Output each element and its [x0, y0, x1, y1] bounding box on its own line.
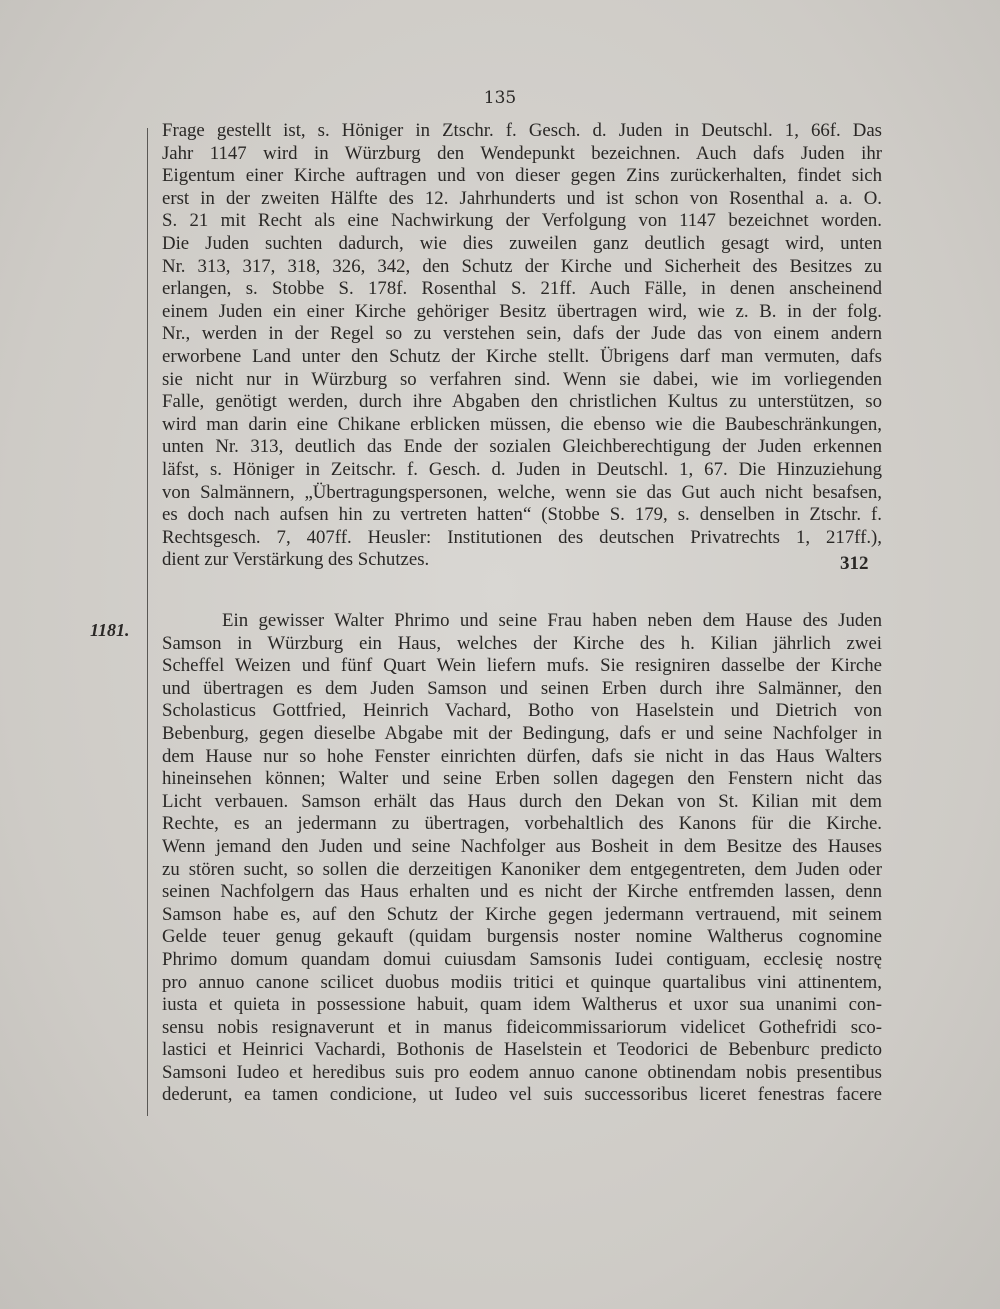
body-line: seinen Nachfolgern das Haus erhalten und es nicht der Kirche entfremden lassen, denn	[162, 881, 882, 903]
note-line: Falle, genötigt werden, durch ihre Abgaben den christlichen Kultus zu unterstützen, so	[162, 391, 882, 413]
note-line: läfst, s. Höniger in Zeitschr. f. Gesch. d. Juden in Deutschl. 1, 67. Die Hinzuziehung	[162, 458, 882, 480]
note-line: von Salmännern, „Übertragungspersonen, welche, wenn sie das Gut auch nicht besafsen,	[162, 481, 882, 503]
note-line: unten Nr. 313, deutlich das Ende der sozialen Gleichberechtigung der Juden erkennen	[162, 436, 882, 458]
body-line: Scheffel Weizen und fünf Quart Wein liefern mufs. Sie resigniren dasselbe der Kirche	[162, 655, 882, 677]
body-line: dem Hause nur so hohe Fenster einrichten dürfen, dafs sie nicht in das Haus Walters	[162, 745, 882, 767]
body-line: Samson in Würzburg ein Haus, welches der Kirche des h. Kilian jährlich zwei	[162, 632, 882, 654]
note-line: Frage gestellt ist, s. Höniger in Ztschr. f. Gesch. d. Juden in Deutschl. 1, 66f. Das	[162, 120, 882, 141]
note-line: einem Juden ein einer Kirche gehöriger Besitz übertragen wird, wie z. B. in der folg.	[162, 300, 882, 322]
body-line: zu stören sucht, so sollen die derzeitigen Kanoniker dem entgegentreten, dem Juden oder	[162, 858, 882, 880]
body-line: Ein gewisser Walter Phrimo und seine Frau haben neben dem Hause des Juden	[222, 610, 882, 631]
body-line: hineinsehen können; Walter und seine Erben sollen dagegen den Fenstern nicht das	[162, 768, 882, 790]
body-line: Samson habe es, auf den Schutz der Kirche gegen jedermann vertrauend, mit seinem	[162, 903, 882, 925]
body-line: Bebenburg, gegen dieselbe Abgabe mit der Bedingung, dafs er und seine Nachfolger in	[162, 722, 882, 744]
footnote-commentary	[162, 120, 882, 572]
note-line: Rechtsgesch. 7, 407ff. Heusler: Institutionen des deutschen Privatrechts 1, 217ff.),	[162, 526, 882, 548]
note-line: Eigentum einer Kirche auftragen und von dieser gegen Zins zurückerhalten, findet sich	[162, 165, 882, 187]
margin-rule	[147, 128, 148, 1116]
note-line: Nr., werden in der Regel so zu verstehen sein, dafs der Jude das von einem andern	[162, 323, 882, 345]
body-line: lastici et Heinrici Vachardi, Bothonis de Haselstein et Teodorici de Bebenburc predicto	[162, 1039, 882, 1061]
document-number: 312	[840, 553, 869, 574]
body-line: Gelde teuer genug gekauft (quidam burgensis noster nomine Waltherus cognomine	[162, 926, 882, 948]
body-line: pro annuo canone scilicet duobus modiis tritici et quinque quartalibus vini attinentem,	[162, 971, 882, 993]
body-line: Rechte, es an jedermann zu übertragen, vorbehaltlich des Kanons für die Kirche.	[162, 813, 882, 835]
note-line: Jahr 1147 wird in Würzburg den Wendepunkt bezeichnen. Auch dafs Juden ihr	[162, 142, 882, 164]
body-line: dederunt, ea tamen condicione, ut Iudeo vel suis successoribus liceret fenestras facere	[162, 1084, 882, 1106]
body-line: sensu nobis resignaverunt et in manus fideicommissariorum videlicet Gothefridi sco-	[162, 1016, 882, 1038]
body-line: Samsoni Iudeo et heredibus suis pro eodem annuo canone obtinendam nobis presentibus	[162, 1061, 882, 1083]
body-line: Phrimo domum quandam domui cuiusdam Samsonis Iudei contiguam, ecclesię nostrę	[162, 948, 882, 970]
note-line: Nr. 313, 317, 318, 326, 342, den Schutz der Kirche und Sicherheit des Besitzes zu	[162, 255, 882, 277]
note-line: es doch nach aufsen hin zu vertreten hatten“ (Stobbe S. 179, s. denselben in Ztschr. f.	[162, 504, 882, 526]
note-line: wird man darin eine Chikane erblicken müssen, die ebenso wie die Baubeschränkungen,	[162, 413, 882, 435]
body-line: Scholasticus Gottfried, Heinrich Vachard, Botho von Haselstein und Dietrich von	[162, 700, 882, 722]
note-line: erworbene Land unter den Schutz der Kirche stellt. Übrigens darf man vermuten, dafs	[162, 345, 882, 367]
body-line: und übertragen es dem Juden Samson und seinen Erben durch ihre Salmänner, den	[162, 677, 882, 699]
note-line: erlangen, s. Stobbe S. 178f. Rosenthal S. 21ff. Auch Fälle, in denen anscheinend	[162, 278, 882, 300]
document-body	[162, 610, 882, 1107]
note-line: S. 21 mit Recht als eine Nachwirkung der Verfolgung von 1147 bezeichnet worden.	[162, 210, 882, 232]
body-line: iusta et quieta in possessione habuit, quam idem Waltherus et uxor sua unanimi con-	[162, 994, 882, 1016]
note-line: dient zur Verstärkung des Schutzes.	[162, 549, 430, 571]
page-number: 135	[483, 88, 517, 108]
note-line: Die Juden suchten dadurch, wie dies zuweilen ganz deutlich gesagt wird, unten	[162, 232, 882, 254]
note-line: erst in der zweiten Hälfte des 12. Jahrhunderts und ist schon von Rosenthal a. a. O.	[162, 187, 882, 209]
note-line: sie nicht nur in Würzburg so verfahren sind. Wenn sie dabei, wie im vorliegenden	[162, 368, 882, 390]
year-label: 1181.	[90, 620, 130, 640]
body-line: Licht verbauen. Samson erhält das Haus durch den Dekan von St. Kilian mit dem	[162, 790, 882, 812]
body-line: Wenn jemand den Juden und seine Nachfolger aus Bosheit in dem Besitze des Hauses	[162, 835, 882, 857]
